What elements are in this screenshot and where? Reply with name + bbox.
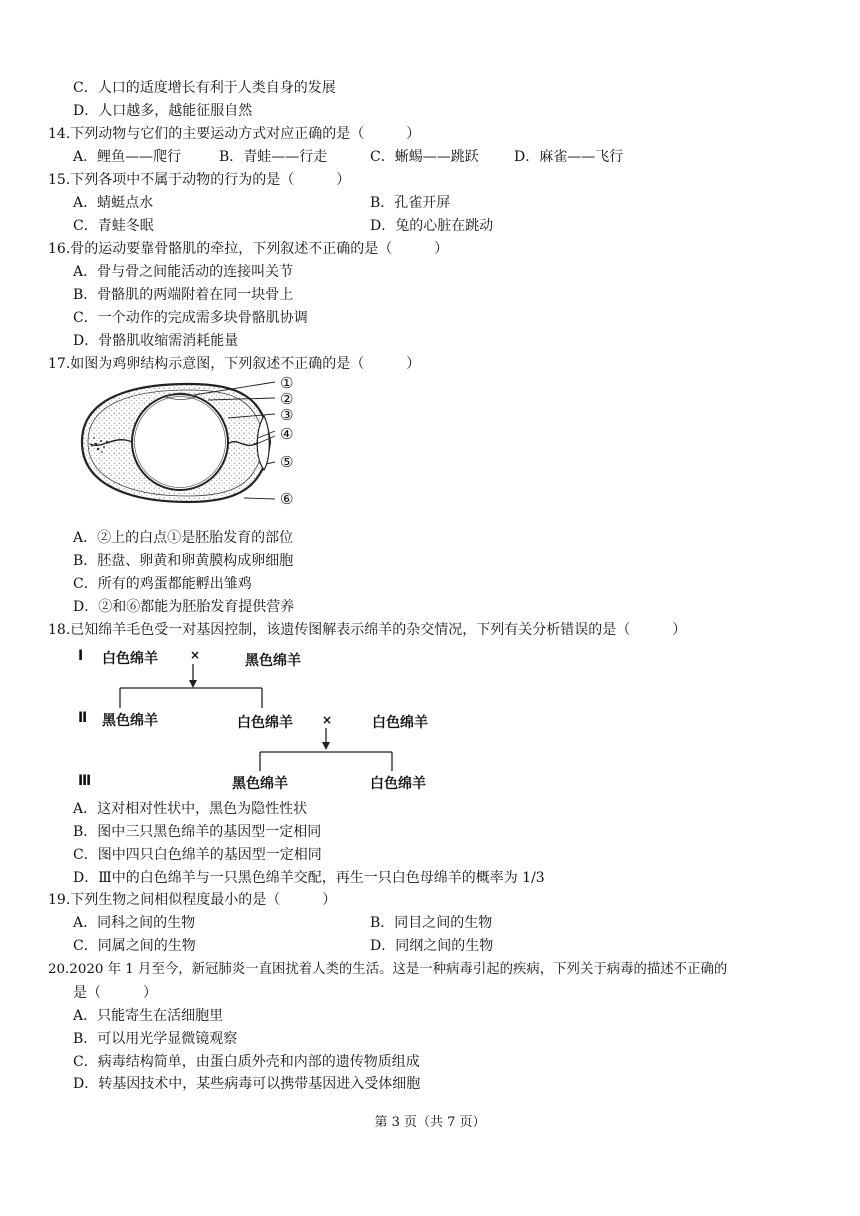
- q18-option-c: C．图中四只白色绵羊的基因型一定相同: [73, 847, 322, 863]
- cross-symbol-1: ×: [190, 648, 201, 662]
- q19-option-a: A．同科之间的生物: [73, 915, 196, 931]
- generation-label-1: Ⅰ: [78, 648, 84, 664]
- q17-stem: 17.如图为鸡卵结构示意图，下列叙述不正确的是（ ）: [48, 356, 421, 372]
- q19-option-c: C．同属之间的生物: [73, 938, 196, 954]
- q20-option-a: A．只能寄生在活细胞里: [73, 1008, 224, 1024]
- q14-stem: 14.下列动物与它们的主要运动方式对应正确的是（ ）: [48, 126, 421, 142]
- q18-option-a: A．这对相对性状中，黑色为隐性性状: [73, 801, 308, 817]
- egg-label-1: ①: [280, 374, 294, 392]
- q14-option-b: B．青蛙——行走: [219, 149, 328, 165]
- q20-stem-line1: 20.2020 年 1 月至今，新冠肺炎一直困扰着人类的生活。这是一种病毒引起的疾病，下列关于病毒的描述不正确的: [48, 962, 728, 977]
- q20-option-b: B．可以用光学显微镜观察: [73, 1031, 238, 1047]
- q15-option-a: A．蜻蜓点水: [73, 195, 154, 211]
- q17-option-c: C．所有的鸡蛋都能孵出雏鸡: [73, 576, 252, 592]
- q16-stem: 16.骨的运动要靠骨骼肌的牵拉，下列叙述不正确的是（ ）: [48, 241, 449, 257]
- q13-option-c: C．人口的适度增长有利于人类自身的发展: [73, 80, 336, 96]
- generation-label-3: Ⅲ: [78, 773, 92, 789]
- q15-option-c: C．青蛙冬眠: [73, 218, 154, 234]
- q16-option-b: B．骨骼肌的两端附着在同一块骨上: [73, 287, 294, 303]
- q17-option-b: B．胚盘、卵黄和卵黄膜构成卵细胞: [73, 553, 294, 569]
- q18-option-d: D．Ⅲ中的白色绵羊与一只黑色绵羊交配，再生一只白色母绵羊的概率为 1/3: [73, 870, 545, 886]
- q17-option-a: A．②上的白点①是胚胎发育的部位: [73, 530, 294, 546]
- q17-option-d: D．②和⑥都能为胚胎发育提供营养: [73, 599, 295, 615]
- q20-option-d: D．转基因技术中，某些病毒可以携带基因进入受体细胞: [73, 1076, 421, 1092]
- g2-black-sheep: 黑色绵羊: [102, 713, 158, 729]
- q20-stem-line2: 是（ ）: [73, 985, 157, 1001]
- q14-option-a: A．鲤鱼——爬行: [73, 149, 182, 165]
- q15-option-d: D．兔的心脏在跳动: [370, 218, 494, 234]
- q16-option-a: A．骨与骨之间能活动的连接叫关节: [73, 264, 294, 280]
- g3-black-sheep: 黑色绵羊: [232, 776, 288, 792]
- q16-option-d: D．骨骼肌收缩需消耗能量: [73, 333, 239, 349]
- egg-label-2: ②: [280, 390, 294, 408]
- page-number-footer: 第 3 页（共 7 页）: [374, 1115, 486, 1130]
- q13-option-d: D．人口越多，越能征服自然: [73, 103, 253, 119]
- g2-white-sheep-offspring: 白色绵羊: [237, 715, 293, 731]
- egg-label-3: ③: [280, 406, 294, 424]
- q19-option-b: B．同目之间的生物: [370, 915, 493, 931]
- q15-option-b: B．孔雀开屏: [370, 195, 451, 211]
- q14-option-d: D．麻雀——飞行: [514, 149, 624, 165]
- egg-label-5: ⑤: [280, 453, 294, 471]
- g3-white-sheep: 白色绵羊: [370, 776, 426, 792]
- q20-option-c: C．病毒结构简单，由蛋白质外壳和内部的遗传物质组成: [73, 1054, 420, 1070]
- egg-label-6: ⑥: [280, 490, 294, 508]
- generation-label-2: Ⅱ: [78, 710, 88, 726]
- g2-white-sheep-mate: 白色绵羊: [372, 715, 428, 731]
- q16-option-c: C．一个动作的完成需多块骨骼肌协调: [73, 310, 308, 326]
- q14-option-c: C．蜥蜴——跳跃: [370, 149, 479, 165]
- g1-white-sheep: 白色绵羊: [102, 651, 158, 667]
- q19-option-d: D．同纲之间的生物: [370, 938, 494, 954]
- q18-option-b: B．图中三只黑色绵羊的基因型一定相同: [73, 824, 322, 840]
- q15-stem: 15.下列各项中不属于动物的行为的是（ ）: [48, 172, 351, 188]
- g1-black-sheep: 黑色绵羊: [245, 653, 301, 669]
- egg-label-4: ④: [280, 425, 294, 443]
- q19-stem: 19.下列生物之间相似程度最小的是（ ）: [48, 892, 337, 908]
- q18-stem: 18.已知绵羊毛色受一对基因控制，该遗传图解表示绵羊的杂交情况，下列有关分析错误的是（ ）: [48, 622, 687, 638]
- cross-symbol-2: ×: [322, 713, 333, 727]
